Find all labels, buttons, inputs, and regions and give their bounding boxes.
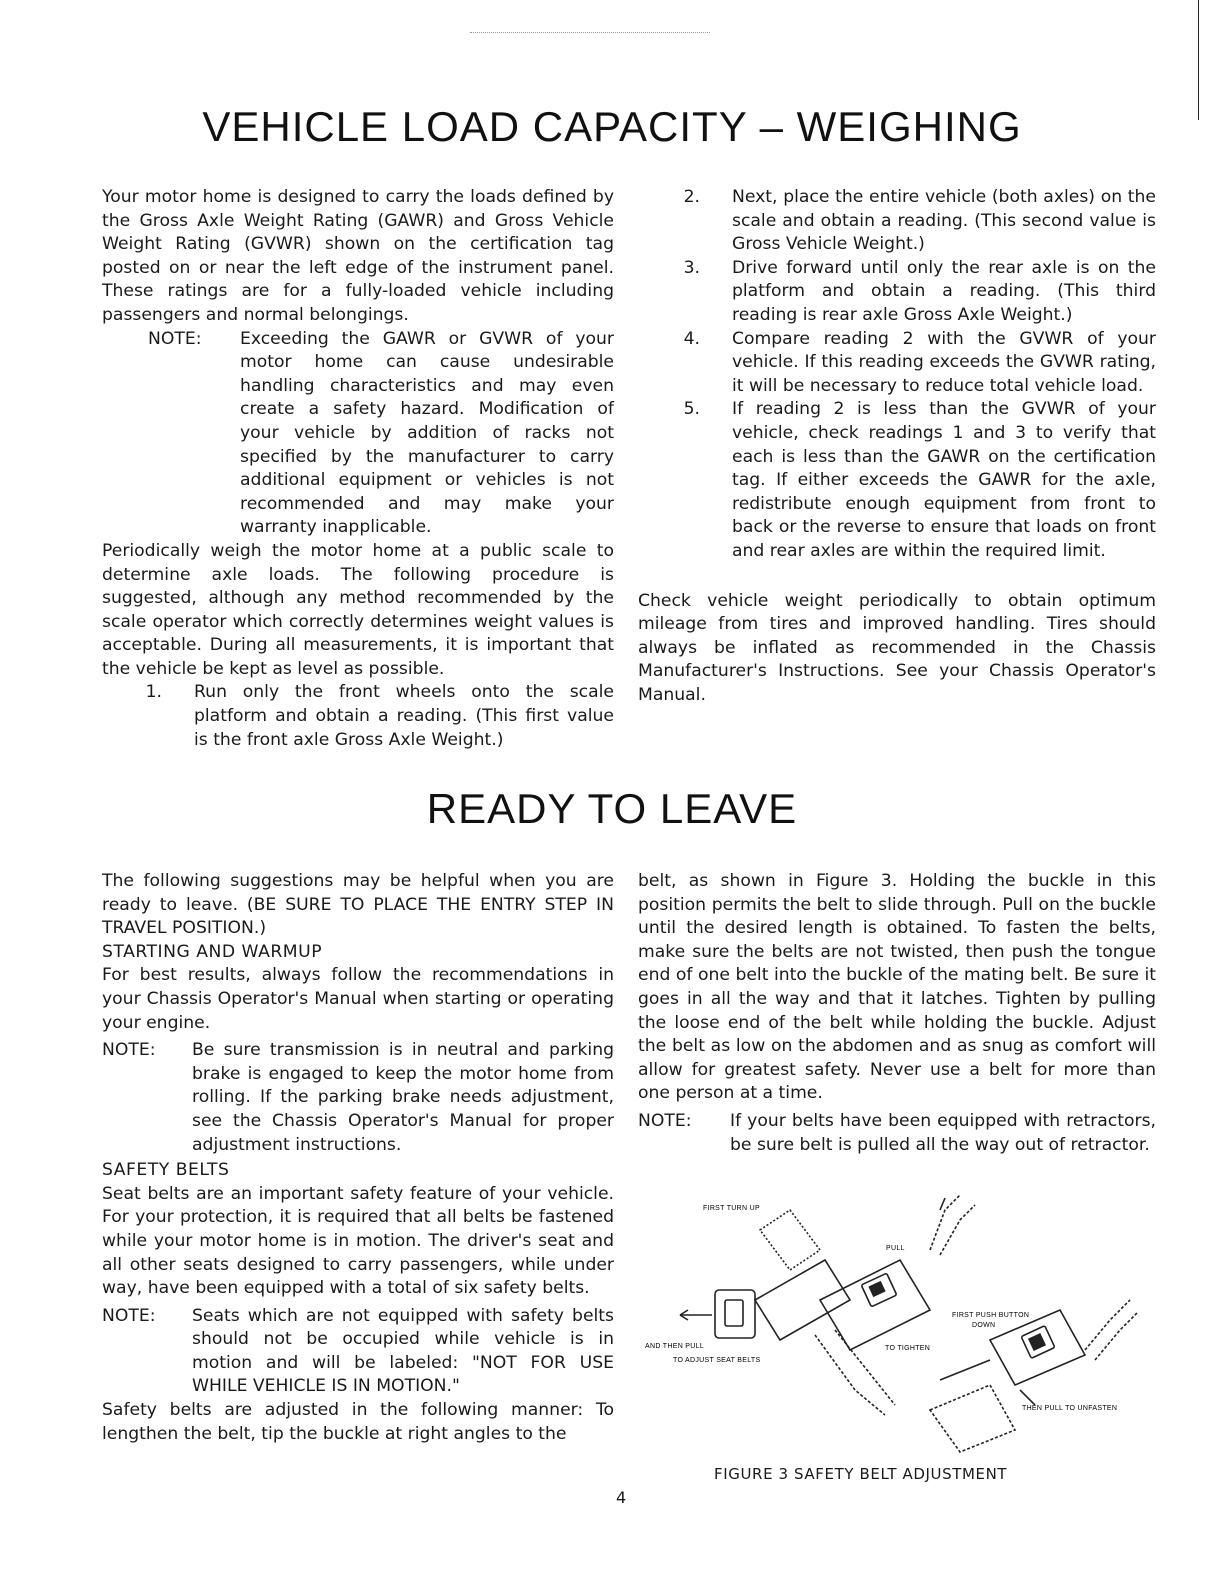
figure-safety-belt — [640, 1190, 1140, 1455]
starting-text: For best results, always follow the recommendations in your Chassis Operator's Manual when starting or operating your engine. — [102, 965, 614, 1033]
safety-belts-text: Seat belts are an important safety feature of your vehicle. For your protection, it is required that all belts be fastened while your motor home is in motion. The driver's seat and all other seats designed to carry passengers, while under way, have been equipped with a total of six safety belts. — [102, 1183, 614, 1299]
load-intro: Your motor home is designed to carry the loads defined by the Gross Axle Weight Rating (GAWR) and Gross Vehicle Weight Rating (GVWR) shown on the certification tag posted on or near the left edge of the instrument panel. These ratings are for a fully-loaded vehicle including passengers and normal belongings. — [102, 187, 614, 325]
adjust-text-right: belt, as shown in Figure 3. Holding the buckle in this position permits the belt to slide through. Pull on the buckle until the desired length is obtained. To fasten the belts, make sure the belts are not twisted, then push the tongue end of one belt into the buckle of the mating belt. Be sure it goes in all the way and that it latches. Tighten by pulling the loose end of the belt while holding the buckle. Adjust the belt as low on the abdomen and as snug as comfort will allow for greatest safety. Never use a belt for more than one person at a time. — [638, 871, 1156, 1104]
left-column-load — [102, 186, 614, 752]
section-title-load-capacity: VEHICLE LOAD CAPACITY – WEIGHING — [202, 103, 1022, 150]
adjust-text-left: Safety belts are adjusted in the following manner: To lengthen the belt, tip the buckle at right angles to the — [102, 1400, 614, 1444]
procedure-intro: Periodically weigh the motor home at a public scale to determine axle loads. The following procedure is suggested, although any method recommended by the scale operator which correctly determines weight values is acceptable. During all measurements, it is important that the vehicle be kept as level as possible. — [102, 540, 614, 679]
safety-note — [102, 1305, 614, 1399]
label-down: DOWN — [972, 1322, 996, 1329]
label-first-push-button: FIRST PUSH BUTTON — [952, 1312, 1030, 1319]
step-item — [638, 186, 1156, 257]
step-item — [638, 398, 1156, 563]
step-text: If reading 2 is less than the GVWR of your vehicle, check readings 1 and 3 to verify that each is less than the GAWR on the certification tag. If either exceeds the GAWR for the axle, redistribute enough equipment from front to back or the reverse to ensure that loads on front and rear axles are within the required limit. — [732, 399, 1156, 561]
load-note — [102, 328, 614, 540]
note-label: NOTE: — [148, 328, 202, 349]
buckle-left — [715, 1290, 755, 1338]
starting-heading: STARTING AND WARMUP — [102, 941, 323, 962]
note-label: NOTE: — [102, 1305, 156, 1326]
procedure-steps-left — [102, 681, 614, 752]
safety-belts-heading: SAFETY BELTS — [102, 1160, 230, 1181]
figure-caption: FIGURE 3 SAFETY BELT ADJUSTMENT — [714, 1465, 1008, 1483]
safety-belt-illustration — [640, 1190, 1140, 1455]
note-text: Exceeding the GAWR or GVWR of your motor home can cause undesirable handling characteristics and may even create a safety hazard. Modification of your vehicle by addition of racks not specified by the manufacturer to carry additional equipment or vehicles is not recommended and may make your warranty inapplicable. — [240, 328, 614, 538]
label-pull: PULL — [886, 1245, 905, 1252]
right-column-ready — [638, 870, 1156, 1157]
label-to-tighten: TO TIGHTEN — [885, 1345, 931, 1352]
step-text: Next, place the entire vehicle (both axles) on the scale and obtain a reading. (This second value is Gross Vehicle Weight.) — [732, 187, 1156, 255]
label-and-then-pull: AND THEN PULL — [645, 1343, 705, 1350]
right-column-load — [638, 186, 1156, 707]
section-title-ready: READY TO LEAVE — [426, 785, 798, 832]
note-text: Be sure transmission is in neutral and parking brake is engaged to keep the motor home from rolling. If the parking brake needs adjustment, see the Chassis Operator's Manual for proper adjustment instructions. — [192, 1040, 614, 1155]
step-text: Compare reading 2 with the GVWR of your vehicle. If this reading exceeds the GVWR rating, it will be necessary to reduce total vehicle load. — [732, 328, 1156, 396]
ready-intro: The following suggestions may be helpful when you are ready to leave. (BE SURE TO PLACE THE ENTRY STEP IN TRAVEL POSITION.) — [102, 871, 614, 939]
note-label: NOTE: — [638, 1110, 692, 1131]
note-label: NOTE: — [102, 1040, 156, 1061]
scan-artifact-edge — [1198, 0, 1199, 120]
step-number: 1. — [145, 682, 162, 703]
step-number: 3. — [683, 257, 700, 278]
scan-artifact-top — [470, 32, 710, 33]
step-item — [102, 681, 614, 752]
procedure-steps-right — [638, 186, 1156, 564]
step-number: 5. — [683, 399, 700, 420]
belt-strap-left — [760, 1210, 820, 1270]
step-item — [638, 328, 1156, 399]
load-closing: Check vehicle weight periodically to obtain optimum mileage from tires and improved handling. Tires should always be inflated as recommended in the Chassis Manufacturer's Instructions. See your Chassis Operator's Manual. — [638, 590, 1156, 705]
step-number: 2. — [683, 187, 700, 207]
step-text: Run only the front wheels onto the scale platform and obtain a reading. (This first value is the front axle Gross Axle Weight.) — [194, 682, 614, 750]
retractor-note — [638, 1110, 1156, 1157]
label-to-adjust: TO ADJUST SEAT BELTS — [673, 1357, 761, 1364]
step-number: 4. — [683, 328, 700, 349]
label-then-pull-unfasten: THEN PULL TO UNFASTEN — [1022, 1405, 1118, 1412]
step-item — [638, 257, 1156, 328]
note-text: If your belts have been equipped with retractors, be sure belt is pulled all the way out of retractor. — [730, 1110, 1156, 1155]
starting-note — [102, 1039, 614, 1157]
step-text: Drive forward until only the rear axle is on the platform and obtain a reading. (This third reading is rear axle Gross Axle Weight.) — [732, 257, 1156, 325]
left-column-ready — [102, 870, 614, 1446]
label-first-turn-up: FIRST TURN UP — [703, 1205, 760, 1212]
page-number: 4 — [616, 1488, 627, 1507]
note-text: Seats which are not equipped with safety belts should not be occupied while vehicle is in motion and will be labeled: "NOT FOR USE WHILE VEHICLE IS IN MOTION." — [192, 1305, 614, 1397]
